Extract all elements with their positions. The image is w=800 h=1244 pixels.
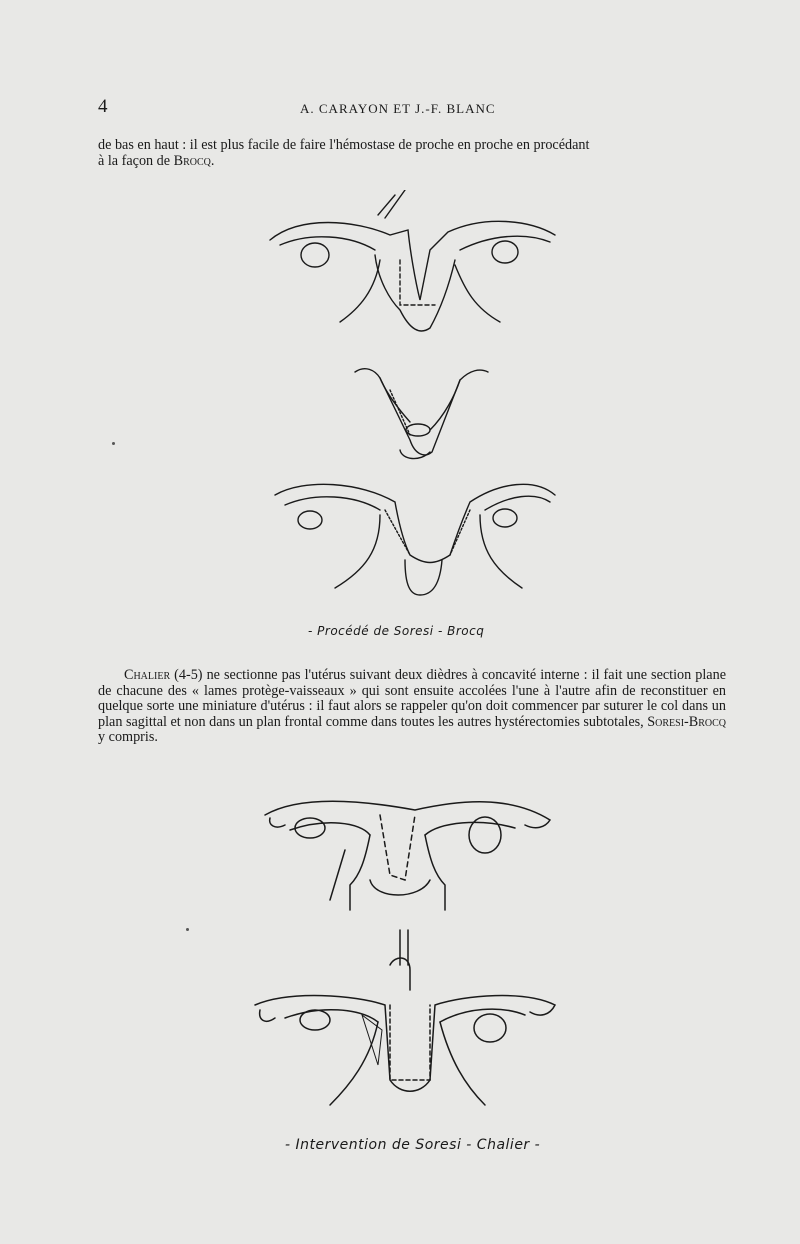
paragraph-intro xyxy=(98,138,726,169)
speck-mark xyxy=(112,442,115,445)
running-head: A. CARAYON ET J.-F. BLANC xyxy=(300,101,496,116)
paragraph-chalier xyxy=(98,668,726,746)
paragraph-chalier-tail: y compris. xyxy=(98,729,158,745)
paragraph-intro-line2-pre: à la façon de xyxy=(98,152,174,169)
author-soresi-brocq: Soresi-Brocq xyxy=(647,713,727,730)
figure-soresi-chalier-caption: - Intervention de Soresi - Chalier - xyxy=(285,1137,541,1153)
paragraph-intro-line2-post: . xyxy=(210,152,215,169)
figure-soresi-brocq-drawing xyxy=(260,190,570,610)
page-number: 4 xyxy=(98,96,108,117)
figure-soresi-chalier-drawing xyxy=(250,790,560,1130)
author-chalier: Chalier xyxy=(124,667,171,683)
paragraph-intro-line1: de bas en haut : il est plus facile de faire l'hémostase de proche en proche en procédant xyxy=(98,137,590,153)
author-brocq: Brocq xyxy=(173,152,211,169)
figure-soresi-brocq-caption: - Procédé de Soresi - Brocq xyxy=(308,624,485,638)
figure-soresi-brocq xyxy=(260,190,570,610)
paragraph-chalier-text: (4-5) ne sectionne pas l'utérus suivant deux dièdres à concavité interne : il fait une section plane de chacune des « lames protège-vaisseaux » qui sont ensuite accolées l'une à l'autre afin de reconstituer en quelque sorte une miniature d'utérus : il faut alors se rappeler qu'on doit commencer par suturer le col dans un plan sagittal et non dans un plan frontal comme dans toutes les autres hystérectomies subtotales, xyxy=(98,667,726,730)
speck-mark xyxy=(186,928,189,931)
figure-soresi-chalier xyxy=(250,790,560,1130)
